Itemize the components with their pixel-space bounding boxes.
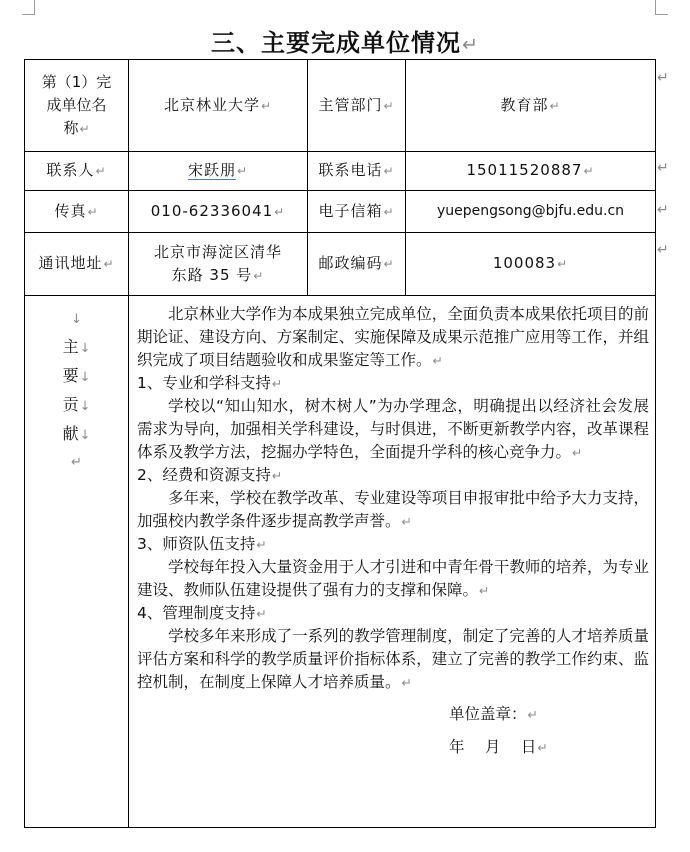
postcode-value bbox=[406, 233, 656, 296]
table-row-unit bbox=[25, 60, 656, 152]
unit-label-line-1: 第（1）完 bbox=[41, 72, 112, 91]
paragraph-mark-icon: ↓ bbox=[79, 399, 91, 414]
unit-name-label bbox=[25, 60, 129, 152]
fax-label-text: 传真 bbox=[54, 201, 87, 220]
paragraph-mark-icon: ↵ bbox=[95, 164, 107, 178]
section-1-body-text: 学校以“知山知水，树木树人”为办学理念，明确提出以经济社会发展需求为导向，加强相关学科建设，与时俱进，不断更新教学内容，改革课程体系及教学方法，挖掘办学特色，全面提升学科的核心竞争力。 bbox=[137, 397, 649, 461]
contact-label-text: 联系人 bbox=[46, 161, 95, 179]
table-row-address bbox=[25, 233, 656, 296]
section-1-body bbox=[137, 395, 649, 464]
dept-value-text: 教育部 bbox=[500, 95, 549, 114]
unit-seal-label bbox=[137, 700, 649, 729]
dept-label bbox=[308, 60, 406, 152]
paragraph-mark-icon: ↵ bbox=[549, 98, 561, 113]
dept-label-text: 主管部门 bbox=[318, 95, 383, 114]
address-label-text: 通讯地址 bbox=[38, 254, 103, 272]
paragraph-mark-icon: ↵ bbox=[256, 606, 267, 621]
paragraph-mark-icon: ↵ bbox=[537, 740, 548, 755]
unit-name-value bbox=[129, 60, 308, 152]
contact-value-text: 宋跃朋 bbox=[187, 161, 236, 179]
section-3-body-text: 学校每年投入大量资金用于人才引进和中青年骨干教师的培养，为专业建设、教师队伍建设提供了强有力的支撑和保障。 bbox=[137, 558, 649, 599]
fax-value-text: 010-62336041 bbox=[150, 201, 274, 220]
paragraph-mark-icon: ↓ bbox=[79, 370, 91, 385]
signature-date-text: 年 月 日 bbox=[449, 738, 537, 756]
postcode-value-text: 100083 bbox=[492, 254, 557, 272]
contact-label bbox=[25, 152, 129, 191]
phone-value bbox=[406, 152, 656, 191]
table-row-fax bbox=[25, 191, 656, 233]
paragraph-mark-icon: ↵ bbox=[401, 675, 412, 690]
email-value bbox=[406, 191, 656, 233]
fax-label bbox=[25, 191, 129, 233]
contribution-label bbox=[25, 296, 129, 828]
table-row-contact bbox=[25, 152, 656, 191]
dept-value bbox=[406, 60, 656, 152]
paragraph-mark-icon: ↵ bbox=[557, 257, 569, 271]
postcode-label bbox=[308, 233, 406, 296]
paragraph-mark-icon: ↵ bbox=[87, 204, 99, 219]
paragraph-mark-icon: ↵ bbox=[271, 468, 283, 483]
paragraph-mark-icon: ↵ bbox=[103, 257, 115, 271]
section-3-heading-text: 3、师资队伍支持 bbox=[137, 535, 256, 553]
paragraph-mark-icon: ↵ bbox=[260, 98, 273, 113]
unit-info-table bbox=[24, 59, 656, 828]
paragraph-mark-icon: ↓ bbox=[79, 341, 91, 356]
section-1-heading bbox=[137, 372, 649, 395]
unit-label-line-3-text: 称 bbox=[63, 118, 79, 137]
page-corner-mark-right bbox=[655, 0, 668, 15]
paragraph-mark-icon: ↵ bbox=[527, 707, 538, 722]
paragraph-mark-icon: ↓ bbox=[71, 312, 82, 327]
section-1-heading-text: 1、专业和学科支持 bbox=[137, 374, 271, 392]
section-2-body-text: 多年来，学校在教学改革、专业建设等项目申报审批中给予大力支持，加强校内教学条件逐步提高教学声誉。 bbox=[137, 489, 649, 530]
paragraph-mark-icon: ↵ bbox=[236, 164, 249, 178]
address-value bbox=[129, 233, 308, 296]
contribution-intro-text: 北京林业大学作为本成果独立完成单位，全面负责本成果依托项目的前期论证、建设方向、方案制定、实施保障及成果示范推广应用等工作，并组织完成了项目结题验收和成果鉴定等工作。 bbox=[137, 305, 649, 369]
fax-value bbox=[129, 191, 308, 233]
phone-label-text: 联系电话 bbox=[318, 161, 383, 179]
paragraph-mark-icon: ↵ bbox=[383, 257, 395, 271]
unit-seal-label-text: 单位盖章： bbox=[449, 705, 527, 723]
contribution-intro bbox=[137, 303, 649, 372]
address-line-1: 北京市海淀区清华 bbox=[153, 242, 282, 261]
contribution-label-char-4 bbox=[29, 420, 124, 449]
address-line-2 bbox=[133, 264, 303, 288]
section-2-heading bbox=[137, 464, 649, 487]
paragraph-mark-icon: ↵ bbox=[383, 98, 395, 113]
section-4-body-text: 学校多年来形成了一系列的教学管理制度，制定了完善的人才培养质量评估方案和科学的教学质量评价指标体系，建立了完善的教学工作约束、监控机制，在制度上保障人才培养质量。 bbox=[137, 627, 649, 691]
section-4-heading bbox=[137, 602, 649, 625]
address-line-2-text: 东路 35 号 bbox=[171, 265, 253, 284]
paragraph-mark-icon: ↵ bbox=[401, 514, 412, 529]
unit-label-line-2: 成单位名 bbox=[46, 95, 107, 114]
paragraph-mark-icon: ↵ bbox=[583, 164, 595, 178]
section-3-body bbox=[137, 556, 649, 602]
paragraph-mark-icon: ↵ bbox=[572, 445, 583, 460]
paragraph-mark-icon: ↵ bbox=[432, 353, 443, 368]
section-2-heading-text: 2、经费和资源支持 bbox=[137, 466, 271, 484]
unit-label-line-3 bbox=[29, 117, 124, 141]
email-value-text: yuepengsong@bjfu.edu.cn bbox=[436, 203, 625, 219]
paragraph-mark-icon: ↵ bbox=[461, 33, 480, 56]
section-3-heading bbox=[137, 533, 649, 556]
page-title-text: 三、主要完成单位情况 bbox=[210, 29, 461, 57]
page-title bbox=[0, 23, 690, 58]
row-end-mark-icon: ↵ bbox=[657, 242, 669, 258]
section-4-body bbox=[137, 625, 649, 694]
paragraph-mark-icon: ↵ bbox=[383, 204, 395, 219]
row-end-mark-icon: ↵ bbox=[657, 202, 669, 218]
row-end-mark-icon: ↵ bbox=[657, 160, 669, 176]
paragraph-mark-icon: ↵ bbox=[479, 583, 490, 598]
paragraph-mark-icon: ↵ bbox=[79, 121, 90, 136]
contribution-label-char-3-text: 贡 bbox=[62, 395, 79, 414]
table-row-contribution bbox=[25, 296, 656, 828]
signature-date bbox=[137, 733, 649, 762]
email-label-text: 电子信箱 bbox=[318, 201, 383, 220]
section-2-body bbox=[137, 487, 649, 533]
contribution-label-char-3 bbox=[29, 391, 124, 420]
contribution-label-char-2 bbox=[29, 362, 124, 391]
contact-value bbox=[129, 152, 308, 191]
section-4-heading-text: 4、管理制度支持 bbox=[137, 604, 256, 622]
email-label bbox=[308, 191, 406, 233]
address-label bbox=[25, 233, 129, 296]
contribution-label-char-2-text: 要 bbox=[62, 366, 79, 385]
contribution-label-char-1-text: 主 bbox=[62, 337, 79, 356]
paragraph-mark-icon: ↓ bbox=[79, 428, 91, 443]
phone-label bbox=[308, 152, 406, 191]
paragraph-mark-icon: ↵ bbox=[271, 376, 283, 391]
paragraph-mark-icon: ↵ bbox=[253, 268, 265, 283]
row-end-mark-icon: ↵ bbox=[657, 70, 669, 86]
contribution-label-char-4-text: 献 bbox=[62, 424, 79, 443]
paragraph-mark-icon: ↵ bbox=[71, 455, 82, 470]
postcode-label-text: 邮政编码 bbox=[318, 254, 383, 272]
page-corner-mark-left bbox=[22, 0, 35, 15]
paragraph-mark-icon: ↵ bbox=[274, 204, 286, 219]
contribution-label-char-1 bbox=[29, 333, 124, 362]
paragraph-mark-icon: ↵ bbox=[256, 537, 267, 552]
unit-name-value-text: 北京林业大学 bbox=[163, 95, 260, 114]
contribution-body bbox=[129, 296, 656, 828]
paragraph-mark-icon: ↵ bbox=[383, 164, 395, 178]
phone-value-text: 15011520887 bbox=[466, 161, 583, 179]
